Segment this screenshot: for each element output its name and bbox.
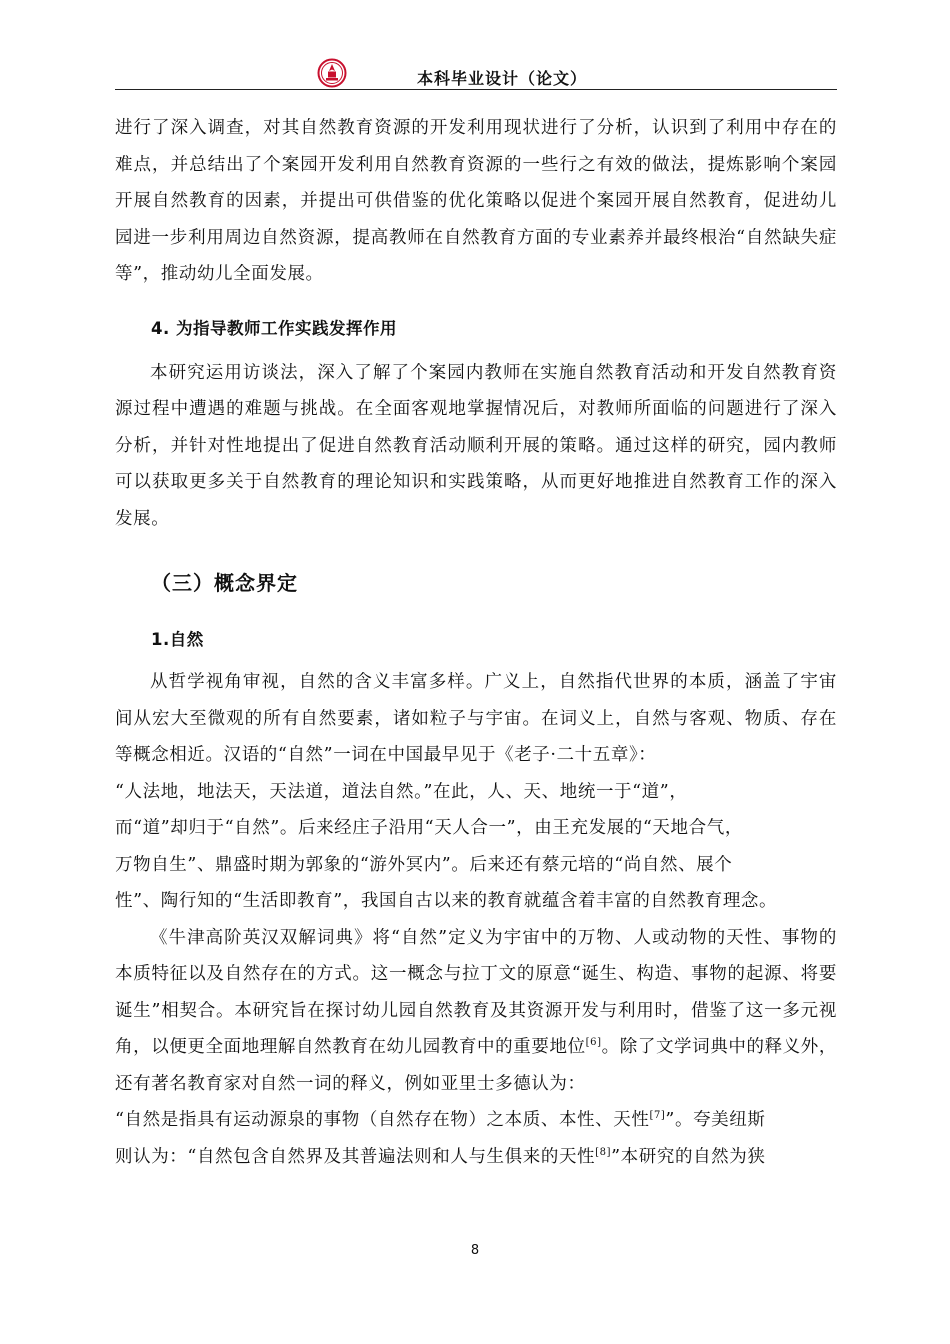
section-heading-concept-definition: （三）概念界定 [151,571,298,595]
paragraph-text: 。除了文学词典中的释义外，还有著名教育家对自然一词的释义，例如亚里士多德认为： [115,1037,837,1094]
paragraph-nature-philosophy-line: “人法地，地法天，天法道，道法自然。”在此，人、天、地统一于“道”， [115,781,688,802]
paragraph-aristotle-line [115,1102,837,1139]
page-header [115,62,837,90]
paragraph-text: “自然是指具有运动源泉的事物（自然存在物）之本质、本性、天性 [115,1110,650,1130]
citation-8: [8] [595,1146,612,1158]
document-header-title: 本科毕业设计（论文） [416,69,587,88]
subheading-teacher-practice: 4. 为指导教师工作实践发挥作用 [151,318,397,338]
citation-6: [6] [585,1037,602,1048]
paragraph-nature-philosophy-line: 而“道”却归于“自然”。后来经庄子沿用“天人合一”，由王充发展的“天地合气， [115,818,743,838]
paragraph-text: ”。夸美纽斯 [665,1110,766,1130]
paragraph-nature-philosophy-line: 万物自生”、鼎盛时期为郭象的“游外冥内”。后来还有蔡元培的“尚自然、展个 [115,854,733,875]
paragraph-nature-philosophy: 从哲学视角审视，自然的含义丰富多样。广义上，自然指代世界的本质，涵盖了宇宙间从宏大至微观的所有自然要素，诸如粒子与宇宙。在词义上，自然与客观、物质、存在等概念相近。汉语的“自然”一词在中国最早见于《老子·二十五章》： [115,672,837,765]
paragraph-text: 《牛津高阶英汉双解词典》将“自然”定义为宇宙中的万物、人或动物的天性、事物的本质特征以及自然存在的方式。这一概念与拉丁文的原意“诞生、构造、事物的起源、将要诞生”相契合。本研究旨在探讨幼儿园自然教育及其资源开发与利用时，借鉴了这一多元视角，以便更全面地理解自然教育在幼儿园教育中的重要地位 [115,927,837,1057]
paragraph-research-significance-continued: 进行了深入调查，对其自然教育资源的开发利用现状进行了分析，认识到了利用中存在的难点，并总结出了个案园开发利用自然教育资源的一些行之有效的做法，提炼影响个案园开展自然教育的因素，并提出可供借鉴的优化策略以促进个案园开展自然教育，促进幼儿园进一步利用周边自然资源，提高教师在自然教育方面的专业素养并最终根治“自然缺失症等”，推动幼儿全面发展。 [115,118,837,284]
paragraph-text: ”本研究的自然为狭 [611,1146,766,1167]
paragraph-teacher-practice: 本研究运用访谈法，深入了解了个案园内教师在实施自然教育活动和开发自然教育资源过程中遭遇的难题与挑战。在全面客观地掌握情况后，对教师所面临的问题进行了深入分析，并针对性地提出了促进自然教育活动顺利开展的策略。通过这样的研究，园内教师可以获取更多关于自然教育的理论知识和实践策略，从而更好地推进自然教育工作的深入发展。 [115,362,837,529]
citation-7: [7] [649,1110,666,1121]
paragraph-oxford-definition [115,920,837,1103]
page-number: 8 [470,1243,480,1258]
page-body [115,110,837,1175]
paragraph-comenius-line [115,1139,837,1176]
paragraph-text: 则认为：“自然包含自然界及其普遍法则和人与生俱来的天性 [115,1146,596,1167]
subheading-nature: 1.自然 [151,630,204,649]
paragraph-nature-philosophy-line: 性”、陶行知的“生活即教育”，我国自古以来的教育就蕴含着丰富的自然教育理念。 [115,891,778,911]
